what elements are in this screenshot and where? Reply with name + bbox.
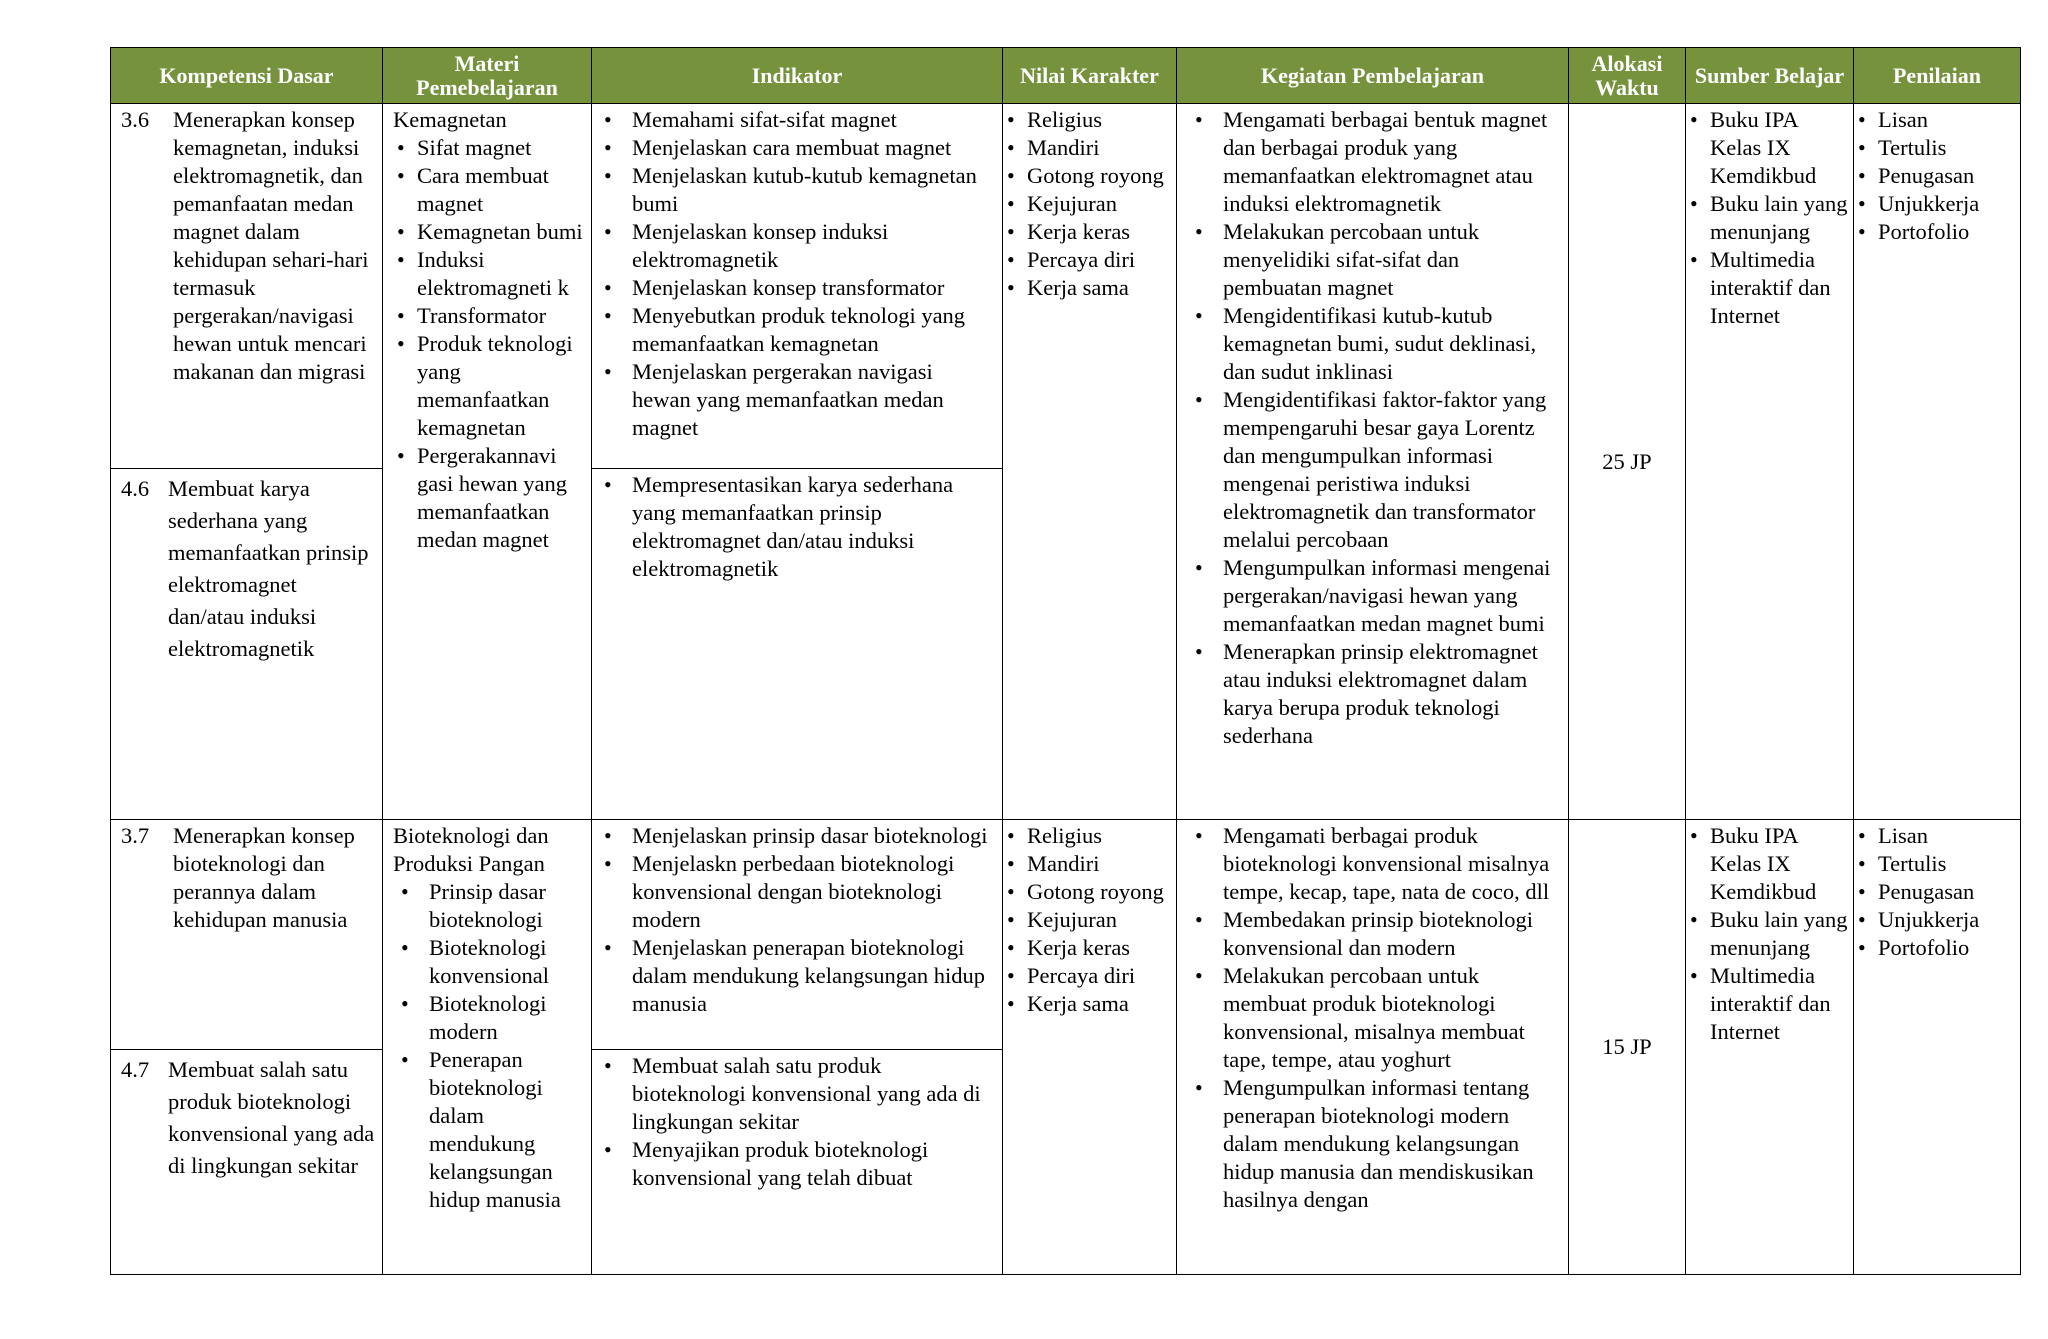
alokasi-value: 25 JP	[1602, 448, 1652, 474]
list-item: • Buku IPA Kelas IX Kemdikbud	[1686, 822, 1849, 906]
list-item: • Mengidentifikasi faktor-faktor yang mempengaruhi besar gaya Lorentz dan mengumpulkan informasi mengenai peristiwa induksi elektromagnetik dan transformator melalui percobaan	[1187, 386, 1562, 554]
list-item: • Mempresentasikan karya sederhana yang memanfaatkan prinsip elektromagnet dan/atau induksi elektromagnetik	[596, 471, 994, 583]
kd-cell	[111, 104, 383, 820]
list-item: • Memahami sifat-sifat magnet	[596, 106, 994, 134]
sumber-list	[1686, 822, 1849, 1046]
list-item: • Tertulis	[1854, 134, 2016, 162]
kegiatan-list	[1187, 106, 1562, 750]
list-item: • Bioteknologi konvensional	[393, 934, 587, 990]
nilai-cell	[1003, 820, 1177, 1275]
penilaian-cell	[1854, 104, 2021, 820]
list-item: • Unjukkerja	[1854, 190, 2016, 218]
list-item: • Kerja keras	[1003, 934, 1172, 962]
list-item: • Kerja sama	[1003, 990, 1172, 1018]
materi-title: Kemagnetan	[393, 107, 507, 132]
indikator-list	[596, 106, 994, 442]
indikator-list	[596, 1052, 994, 1192]
list-item: • Cara membuat magnet	[393, 162, 587, 218]
list-item: • Kejujuran	[1003, 906, 1172, 934]
table-row	[111, 104, 2021, 820]
list-item: • Religius	[1003, 822, 1172, 850]
list-item: • Menjelaskn perbedaan bioteknologi konvensional dengan bioteknologi modern	[596, 850, 994, 934]
list-item: • Gotong royong	[1003, 878, 1172, 906]
kegiatan-list	[1187, 822, 1562, 1214]
sumber-list	[1686, 106, 1849, 330]
list-item: • Gotong royong	[1003, 162, 1172, 190]
list-item: • Mengamati berbagai bentuk magnet dan berbagai produk yang memanfaatkan elektromagnet atau induksi elektromagnetik	[1187, 106, 1562, 218]
list-item: • Religius	[1003, 106, 1172, 134]
list-item: • Buku IPA Kelas IX Kemdikbud	[1686, 106, 1849, 190]
header-row	[111, 48, 2021, 104]
kd-text: Menerapkan konsep bioteknologi dan perannya dalam kehidupan manusia	[173, 823, 355, 932]
list-item: • Unjukkerja	[1854, 906, 2016, 934]
list-item: • Penerapan bioteknologi dalam mendukung kelangsungan hidup manusia	[393, 1046, 587, 1214]
indikator-cell	[592, 104, 1003, 820]
penilaian-cell	[1854, 820, 2021, 1275]
list-item: • Lisan	[1854, 106, 2016, 134]
list-item: • Produk teknologi yang memanfaatkan kemagnetan	[393, 330, 587, 442]
list-item: • Portofolio	[1854, 934, 2016, 962]
table-row	[111, 820, 2021, 1275]
header-kegiatan: Kegiatan Pembelajaran	[1177, 48, 1569, 104]
list-item: • Buku lain yang menunjang	[1686, 190, 1849, 246]
list-item: • Lisan	[1854, 822, 2016, 850]
list-item: • Multimedia interaktif dan Internet	[1686, 246, 1849, 330]
list-item: • Pergerakannavi gasi hewan yang memanfaatkan medan magnet	[393, 442, 587, 554]
list-item: • Menjelaskan konsep transformator	[596, 274, 994, 302]
alokasi-cell	[1569, 820, 1686, 1275]
header-sumber: Sumber Belajar	[1686, 48, 1854, 104]
kd-item	[111, 822, 382, 934]
list-item: • Membuat salah satu produk bioteknologi konvensional yang ada di lingkungan sekitar	[596, 1052, 994, 1136]
list-item: • Menjelaskan prinsip dasar bioteknologi	[596, 822, 994, 850]
list-item: • Kemagnetan bumi	[393, 218, 587, 246]
list-item: • Bioteknologi modern	[393, 990, 587, 1046]
alokasi-value: 15 JP	[1602, 1034, 1652, 1059]
nilai-list	[1003, 822, 1172, 1018]
header-indikator: Indikator	[592, 48, 1003, 104]
list-item: • Melakukan percobaan untuk membuat produk bioteknologi konvensional, misalnya membuat tape, tempe, atau yoghurt	[1187, 962, 1562, 1074]
kegiatan-cell	[1177, 104, 1569, 820]
list-item: • Prinsip dasar bioteknologi	[393, 878, 587, 934]
alokasi-cell	[1569, 104, 1686, 820]
kd-text: Membuat salah satu produk bioteknologi konvensional yang ada di lingkungan sekitar	[168, 1057, 375, 1178]
list-item: • Mengamati berbagai produk bioteknologi konvensional misalnya tempe, kecap, tape, nata de coco, dll	[1187, 822, 1562, 906]
header-penilaian: Penilaian	[1854, 48, 2021, 104]
list-item: • Multimedia interaktif dan Internet	[1686, 962, 1849, 1046]
list-item: • Mandiri	[1003, 850, 1172, 878]
materi-list	[393, 878, 587, 1214]
list-item: • Percaya diri	[1003, 962, 1172, 990]
list-item: • Kerja sama	[1003, 274, 1172, 302]
list-item: • Mengumpulkan informasi mengenai pergerakan/navigasi hewan yang memanfaatkan medan magnet bumi	[1187, 554, 1562, 638]
silabus-table	[110, 47, 2021, 1275]
materi-title: Bioteknologi dan Produksi Pangan	[393, 823, 549, 876]
header-kompetensi-dasar: Kompetensi Dasar	[111, 48, 383, 104]
penilaian-list	[1854, 106, 2016, 246]
materi-cell	[383, 820, 592, 1275]
list-item: • Tertulis	[1854, 850, 2016, 878]
kegiatan-cell	[1177, 820, 1569, 1275]
list-item: • Percaya diri	[1003, 246, 1172, 274]
list-item: • Menjelaskan kutub-kutub kemagnetan bumi	[596, 162, 994, 218]
list-item: • Menjelaskan cara membuat magnet	[596, 134, 994, 162]
indikator-list	[596, 822, 994, 1018]
list-item: • Mengidentifikasi kutub-kutub kemagnetan bumi, sudut deklinasi, dan sudut inklinasi	[1187, 302, 1562, 386]
nilai-cell	[1003, 104, 1177, 820]
list-item: • Melakukan percobaan untuk menyelidiki sifat-sifat dan pembuatan magnet	[1187, 218, 1562, 302]
header-nilai-karakter: Nilai Karakter	[1003, 48, 1177, 104]
list-item: • Mandiri	[1003, 134, 1172, 162]
list-item: • Menjelaskan pergerakan navigasi hewan yang memanfaatkan medan magnet	[596, 358, 994, 442]
indikator-list	[596, 471, 994, 583]
silabus-table-container	[110, 47, 2020, 1275]
list-item: • Membedakan prinsip bioteknologi konvensional dan modern	[1187, 906, 1562, 962]
materi-list	[393, 134, 587, 554]
kd-item	[111, 1050, 382, 1182]
list-item: • Kejujuran	[1003, 190, 1172, 218]
kd-text: Menerapkan konsep kemagnetan, induksi elektromagnetik, dan pemanfaatan medan magnet dalam kehidupan sehari-hari termasuk pergerakan/navigasi hewan untuk mencari makanan dan migrasi	[173, 107, 369, 384]
kd-item	[111, 469, 382, 665]
list-item: • Transformator	[393, 302, 587, 330]
list-item: • Menjelaskan penerapan bioteknologi dalam mendukung kelangsungan hidup manusia	[596, 934, 994, 1018]
kd-cell	[111, 820, 383, 1275]
list-item: • Menerapkan prinsip elektromagnet atau induksi elektromagnet dalam karya berupa produk teknologi sederhana	[1187, 638, 1562, 750]
kd-text: Membuat karya sederhana yang memanfaatkan prinsip elektromagnet dan/atau induksi elektromagnetik	[168, 476, 369, 661]
list-item: • Sifat magnet	[393, 134, 587, 162]
list-item: • Menyajikan produk bioteknologi konvensional yang telah dibuat	[596, 1136, 994, 1192]
materi-cell	[383, 104, 592, 820]
indikator-cell	[592, 820, 1003, 1275]
header-materi: Materi Pemebelajaran	[383, 48, 592, 104]
kd-item	[111, 106, 382, 386]
list-item: • Penugasan	[1854, 878, 2016, 906]
list-item: • Induksi elektromagneti k	[393, 246, 587, 302]
kd-number: 3.7	[121, 823, 150, 848]
kd-number: 3.6	[121, 107, 150, 132]
sumber-cell	[1686, 104, 1854, 820]
list-item: • Penugasan	[1854, 162, 2016, 190]
kd-number: 4.6	[121, 476, 150, 501]
list-item: • Portofolio	[1854, 218, 2016, 246]
list-item: • Menjelaskan konsep induksi elektromagnetik	[596, 218, 994, 274]
sumber-cell	[1686, 820, 1854, 1275]
kd-number: 4.7	[121, 1057, 150, 1082]
list-item: • Menyebutkan produk teknologi yang memanfaatkan kemagnetan	[596, 302, 994, 358]
penilaian-list	[1854, 822, 2016, 962]
list-item: • Buku lain yang menunjang	[1686, 906, 1849, 962]
list-item: • Kerja keras	[1003, 218, 1172, 246]
header-alokasi: Alokasi Waktu	[1569, 48, 1686, 104]
nilai-list	[1003, 106, 1172, 302]
list-item: • Mengumpulkan informasi tentang penerapan bioteknologi modern dalam mendukung kelangsungan hidup manusia dan mendiskusikan hasilnya dengan	[1187, 1074, 1562, 1214]
